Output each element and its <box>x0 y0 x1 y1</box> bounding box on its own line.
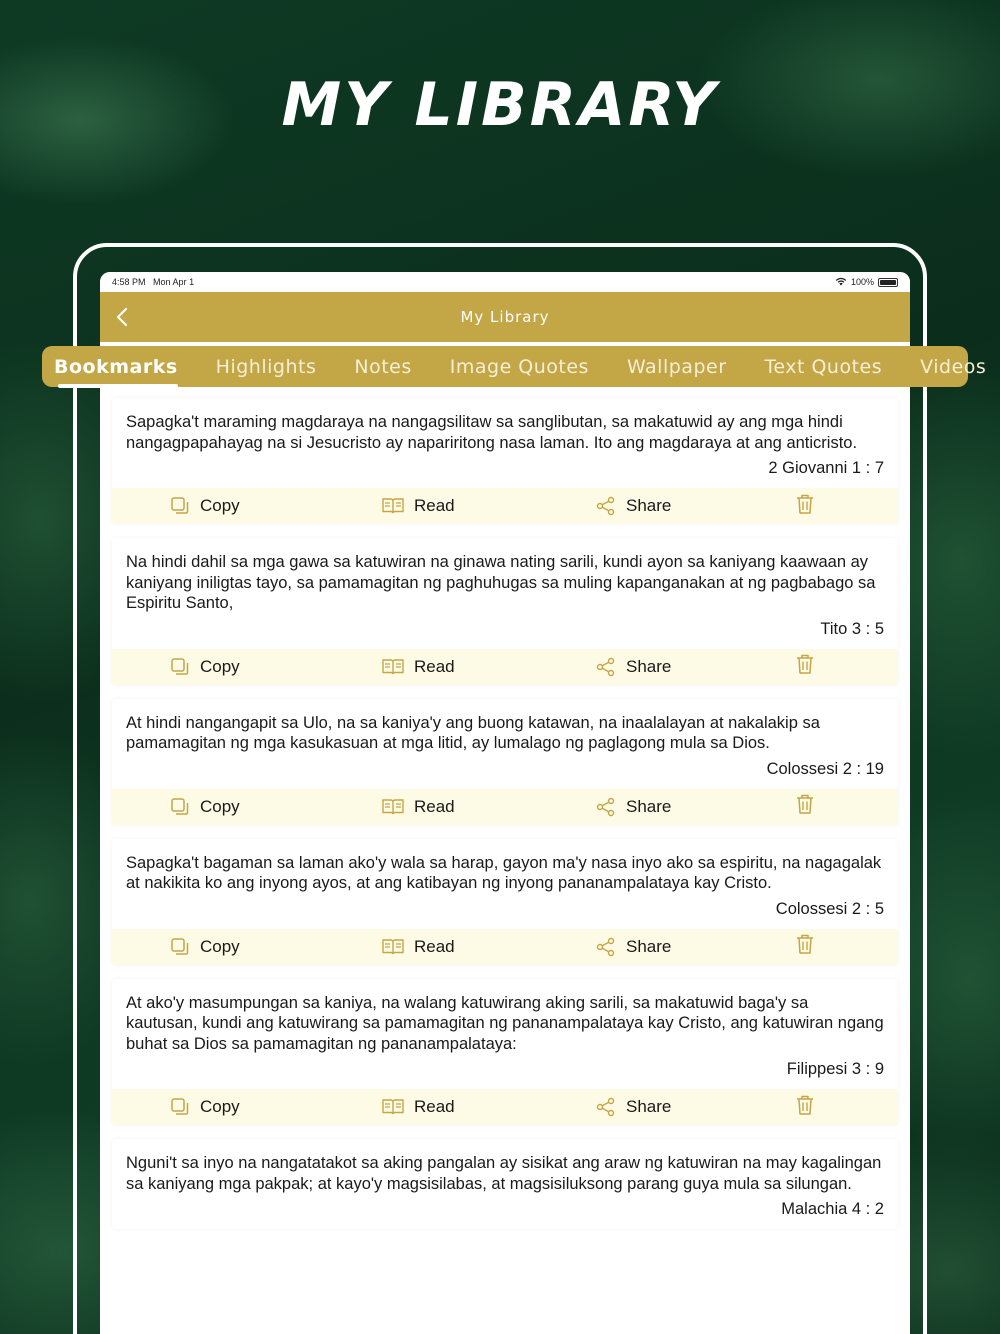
copy-label: Copy <box>200 656 240 676</box>
copy-icon <box>170 797 190 817</box>
copy-button[interactable] <box>170 657 382 677</box>
bookmark-card <box>112 398 898 524</box>
share-label: Share <box>626 1097 672 1116</box>
delete-button[interactable] <box>796 1094 814 1121</box>
card-actions <box>112 929 898 965</box>
chevron-left-icon <box>116 307 128 327</box>
tab-notes[interactable]: Notes <box>354 355 412 378</box>
bookmark-card <box>112 538 898 685</box>
nav-title: My Library <box>460 308 550 326</box>
share-icon <box>596 1097 616 1117</box>
copy-icon <box>170 496 190 516</box>
read-button[interactable] <box>382 797 596 817</box>
share-button[interactable] <box>596 657 796 677</box>
book-icon <box>382 938 404 956</box>
verse-text: Sapagka't bagaman sa laman ako'y wala sa harap, gayon ma'y nasa inyo ako sa espiritu, na nagagalak at nakikita ko ang inyong ayos, at ang katibayan ng inyong pananampalataya kay Cristo. <box>126 853 882 892</box>
read-button[interactable] <box>382 1097 596 1117</box>
tab-bar <box>42 346 987 387</box>
tab-wallpaper[interactable]: Wallpaper <box>626 355 727 378</box>
read-button[interactable] <box>382 496 596 516</box>
book-icon <box>382 497 404 515</box>
delete-button[interactable] <box>796 653 814 680</box>
copy-label: Copy <box>200 496 240 515</box>
book-icon <box>382 798 404 816</box>
share-icon <box>596 496 616 516</box>
read-label: Read <box>414 656 455 676</box>
verse-text: Nguni't sa inyo na nangatatakot sa aking pangalan ay sisikat ang araw ng katuwiran na may kagalingan sa kaniyang mga pakpak; at kayo'y magsisilabas, at magsisiluksong parang guya mula sa silungan. <box>126 1154 882 1193</box>
verse-reference: Colossesi 2 : 19 <box>766 759 884 778</box>
verse-reference: Colossesi 2 : 5 <box>775 899 884 918</box>
read-label: Read <box>414 936 455 956</box>
share-label: Share <box>626 936 672 956</box>
share-label: Share <box>626 796 672 816</box>
card-actions <box>112 789 898 825</box>
wifi-icon <box>835 277 847 288</box>
verse-reference: Filippesi 3 : 9 <box>786 1060 884 1078</box>
share-button[interactable] <box>596 797 796 817</box>
copy-button[interactable] <box>170 496 382 516</box>
tab-text-quotes[interactable]: Text Quotes <box>764 355 883 378</box>
bookmark-card <box>112 979 898 1126</box>
copy-icon <box>170 657 190 677</box>
copy-label: Copy <box>200 796 240 816</box>
share-icon <box>596 797 616 817</box>
copy-label: Copy <box>200 1097 240 1116</box>
bookmark-card <box>112 839 898 965</box>
copy-button[interactable] <box>170 1097 382 1117</box>
verse-reference: 2 Giovanni 1 : 7 <box>768 459 884 477</box>
status-date: Mon Apr 1 <box>153 277 195 287</box>
delete-button[interactable] <box>796 793 814 820</box>
verse-reference: Malachia 4 : 2 <box>781 1200 884 1218</box>
trash-icon <box>796 933 814 960</box>
verse-text: Sapagka't maraming magdaraya na nangagsilitaw sa sanglibutan, sa makatuwid ay ang mga hindi nangagpapahayag na si Jesucristo ay napariritong nasa laman. Ito ang magdaraya at ang anticristo. <box>126 413 858 452</box>
share-icon <box>596 657 616 677</box>
hero-title: MY LIBRARY <box>281 70 719 140</box>
trash-icon <box>796 1094 814 1121</box>
copy-icon <box>170 1097 190 1117</box>
bookmark-card <box>112 699 898 825</box>
trash-icon <box>796 793 814 820</box>
card-actions <box>112 649 898 685</box>
copy-button[interactable] <box>170 797 382 817</box>
read-label: Read <box>414 796 455 816</box>
verse-text: At hindi nangangapit sa Ulo, na sa kaniya'y ang buong katawan, na inaalalayan at nakalakip sa pamamagitan ng mga kasukasuan at mga litid, ay lumalago ng paglagong mula sa Dios. <box>126 713 820 752</box>
share-label: Share <box>626 496 672 515</box>
verse-text: Na hindi dahil sa mga gawa sa katuwiran na ginawa nating sarili, kundi ayon sa kaniyang kaawaan ay kaniyang iniligtas tayo, sa pamamagitan ng paghuhugas sa muling kapanganakan at ng pagbabago sa Espiritu Santo, <box>126 553 876 612</box>
card-actions <box>112 488 898 524</box>
card-actions <box>112 1089 898 1125</box>
battery-icon <box>878 278 898 287</box>
verse-text: At ako'y masumpungan sa kaniya, na walang katuwirang aking sarili, sa makatuwid baga'y sa kautusan, kundi ang katuwirang sa pamamagitan ng pananampalataya kay Cristo, ang katuwiran ngang buhat sa Dios sa pamamagitan ng pananampalataya: <box>126 993 884 1053</box>
status-time: 4:58 PM <box>112 277 146 287</box>
trash-icon <box>796 653 814 680</box>
share-icon <box>596 937 616 957</box>
copy-icon <box>170 937 190 957</box>
tab-highlights[interactable]: Highlights <box>215 355 317 378</box>
nav-bar <box>100 292 910 342</box>
tab-bookmarks[interactable]: Bookmarks <box>54 355 178 378</box>
back-button[interactable] <box>110 304 134 330</box>
book-icon <box>382 658 404 676</box>
book-icon <box>382 1098 404 1116</box>
battery-percent: 100% <box>850 277 874 287</box>
share-label: Share <box>626 656 672 676</box>
trash-icon <box>796 493 814 520</box>
delete-button[interactable] <box>796 493 814 520</box>
delete-button[interactable] <box>796 933 814 960</box>
share-button[interactable] <box>596 1097 796 1117</box>
read-button[interactable] <box>382 657 596 677</box>
bookmark-card <box>112 1139 898 1229</box>
copy-label: Copy <box>200 936 240 956</box>
read-label: Read <box>414 496 455 515</box>
status-bar <box>100 272 910 292</box>
bookmark-list <box>112 398 898 1243</box>
share-button[interactable] <box>596 937 796 957</box>
copy-button[interactable] <box>170 937 382 957</box>
read-label: Read <box>414 1097 455 1116</box>
read-button[interactable] <box>382 937 596 957</box>
tab-image-quotes[interactable]: Image Quotes <box>449 355 589 378</box>
verse-reference: Tito 3 : 5 <box>820 619 884 638</box>
share-button[interactable] <box>596 496 796 516</box>
tab-videos[interactable]: Videos <box>920 355 987 378</box>
